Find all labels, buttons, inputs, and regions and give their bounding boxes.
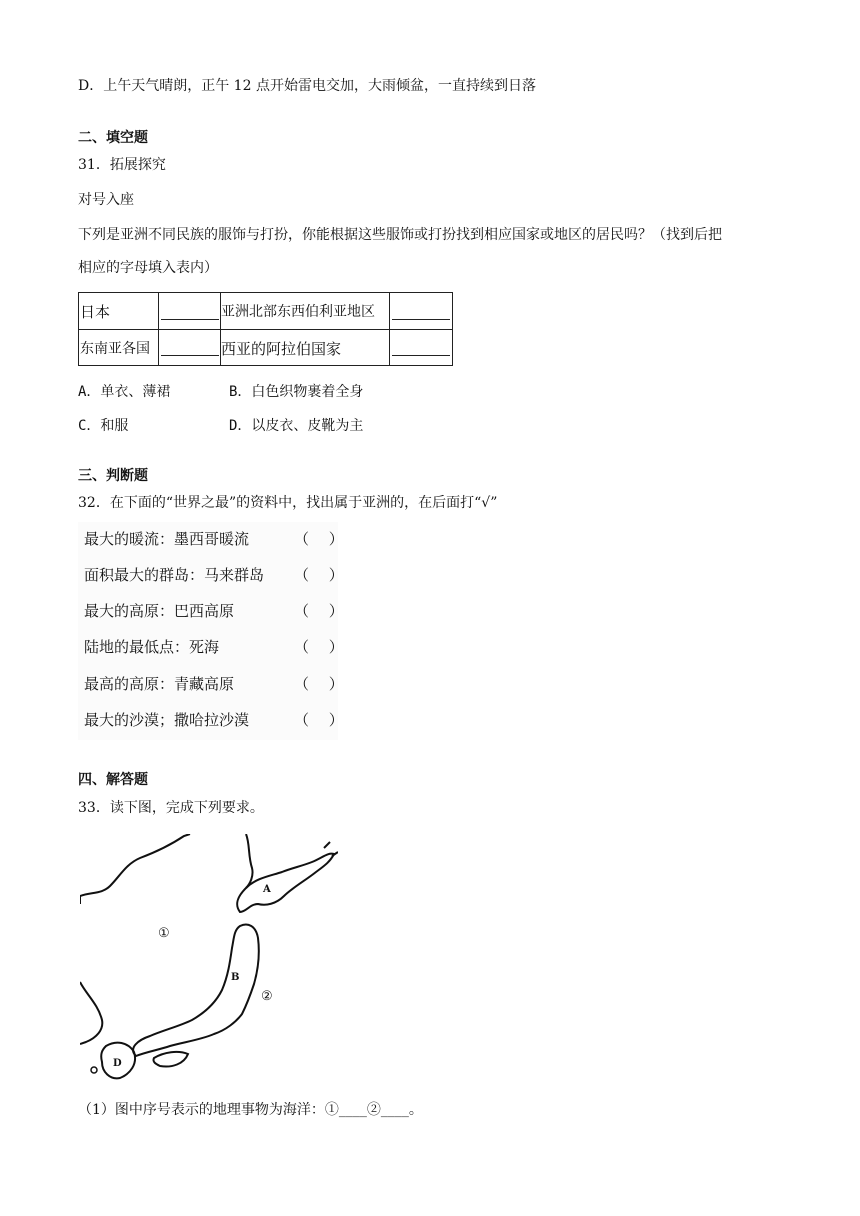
world-records-list [78,522,344,740]
option-c: C．和服 [78,418,129,434]
list-item: 最大的暖流：墨西哥暖流 [84,530,250,548]
question-33-prompt: 33．读下图，完成下列要求。 [78,800,264,816]
map-label-d: D [113,1058,122,1069]
list-item: 陆地的最低点：死海 [84,638,220,656]
question-31-title: 31．拓展探究 [78,157,166,173]
list-item: 面积最大的群岛：马来群岛 [84,566,265,584]
section-heading-fill-blank: 二、填空题 [78,130,148,146]
table-cell-west-asia-arab: 西亚的阿拉伯国家 [221,339,342,358]
map-label-circle-2: ② [261,989,273,1004]
table-cell-southeast-asia: 东南亚各国 [80,341,150,357]
map-label-circle-1: ① [158,926,170,941]
answer-parenthesis[interactable]: （ ） [294,675,344,693]
map-label-a: A [263,884,271,895]
section-heading-answer: 四、解答题 [78,772,148,788]
answer-parenthesis[interactable]: （ ） [294,711,344,729]
list-item: 最高的高原：青藏高原 [84,675,235,693]
question-33-part-1: （1）图中序号表示的地理事物为海洋：①____②____。 [78,1102,423,1118]
question-31-prompt-line2: 相应的字母填入表内） [78,260,218,276]
matching-table [78,292,453,366]
option-d-line: D．上午天气晴朗，正午 12 点开始雷电交加，大雨倾盆，一直持续到日落 [78,78,536,94]
option-d: D．以皮衣、皮靴为主 [229,418,364,434]
list-item: 最大的沙漠；撒哈拉沙漠 [84,711,250,729]
question-31-prompt-line1: 下列是亚洲不同民族的服饰与打扮，你能根据这些服饰或打扮找到相应国家或地区的居民吗？（找到后把 [78,227,722,243]
option-a: A．单衣、薄裙 [78,384,171,400]
option-b: B．白色织物裹着全身 [229,384,364,400]
section-heading-judgement: 三、判断题 [78,468,148,484]
japan-map [80,834,338,1082]
list-item: 最大的高原：巴西高原 [84,602,235,620]
table-cell-east-siberia: 亚洲北部东西伯利亚地区 [221,304,375,320]
answer-blank[interactable] [161,355,219,356]
question-31-subtitle: 对号入座 [78,192,134,208]
answer-blank[interactable] [392,355,450,356]
question-32-prompt: 32．在下面的“世界之最”的资料中，找出属于亚洲的，在后面打“√” [78,495,498,511]
answer-parenthesis[interactable]: （ ） [294,566,344,584]
map-label-b: B [231,972,240,983]
answer-blank[interactable] [161,319,219,320]
answer-parenthesis[interactable]: （ ） [294,638,344,656]
answer-blank[interactable] [392,319,450,320]
japan-map-drawing [80,834,338,1082]
table-cell-japan: 日本 [80,302,111,321]
answer-parenthesis[interactable]: （ ） [294,602,344,620]
answer-parenthesis[interactable]: （ ） [294,530,344,548]
